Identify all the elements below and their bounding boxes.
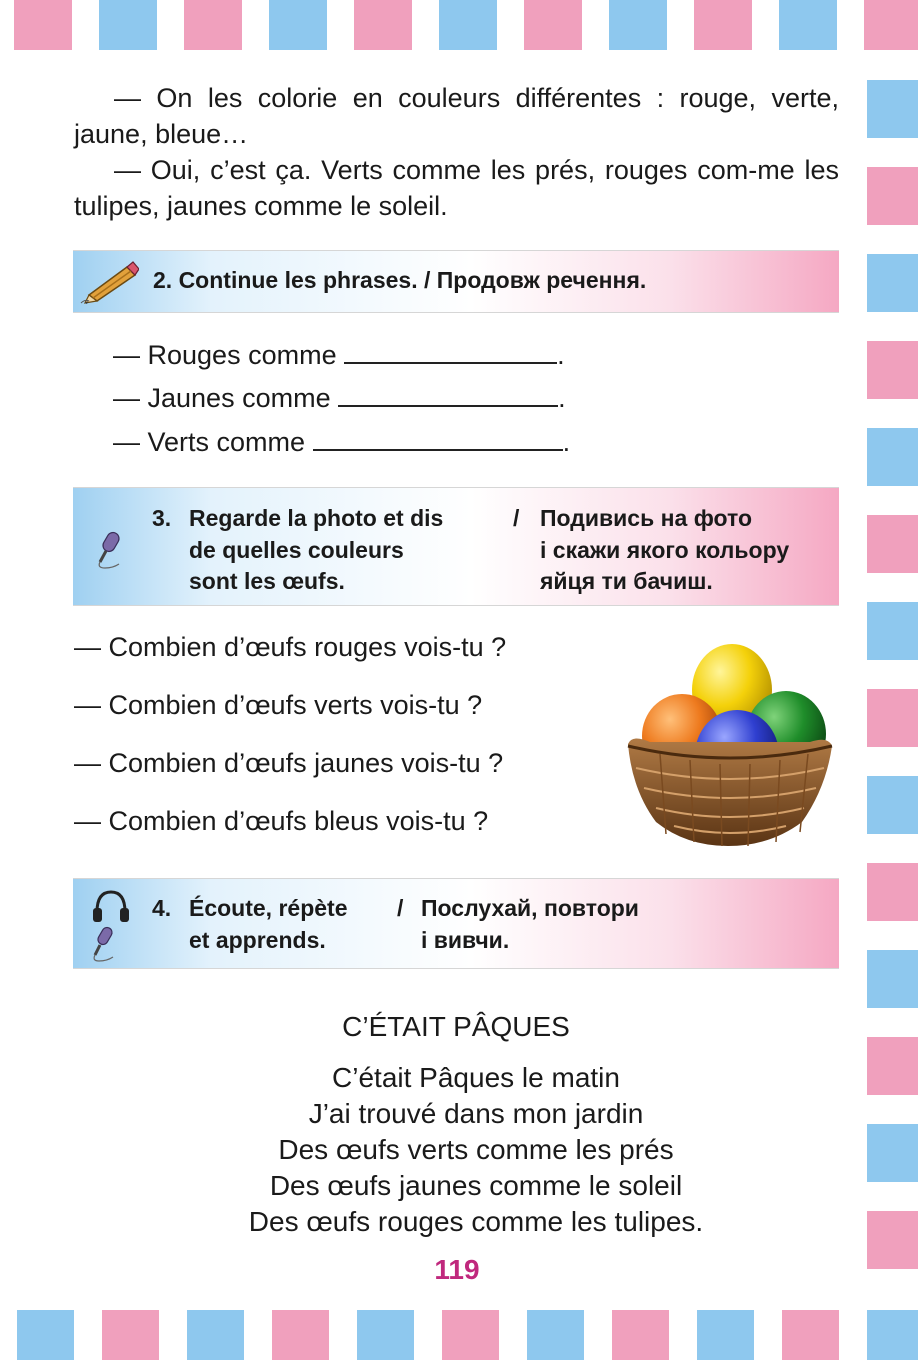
separator: / bbox=[397, 895, 404, 921]
dialogue-line-1: — On les colorie en couleurs différentes : rouge, verte, jaune, bleue… bbox=[74, 83, 839, 149]
question-red-eggs: — Combien d’œufs rouges vois-tu ? bbox=[74, 632, 507, 662]
exercise-3-uk-line: яйця ти бачиш. bbox=[540, 568, 713, 594]
poem-text bbox=[0, 1060, 918, 1240]
microphone-icon bbox=[89, 923, 123, 971]
exercise-3-fr-line: sont les œufs. bbox=[189, 568, 345, 594]
exercise-4-banner bbox=[73, 878, 839, 969]
exercise-4-uk-line: Послухай, повтори bbox=[421, 895, 639, 921]
answer-blank[interactable] bbox=[344, 338, 557, 364]
page-number: 119 bbox=[434, 1254, 480, 1285]
exercise-3-fr-line: Regarde la photo et dis bbox=[189, 505, 444, 531]
fill-in-line-jaunes bbox=[113, 381, 566, 414]
period: . bbox=[557, 340, 565, 370]
fill-in-text: — Rouges comme bbox=[113, 340, 337, 370]
fill-in-text: — Jaunes comme bbox=[113, 383, 331, 413]
question-blue-eggs: — Combien d’œufs bleus vois-tu ? bbox=[74, 806, 489, 836]
exercise-2-banner bbox=[73, 250, 839, 313]
poem-line: Des œufs jaunes comme le soleil bbox=[269, 1170, 683, 1201]
pencil-icon bbox=[79, 259, 139, 313]
exercise-4-fr-line: Écoute, répète bbox=[189, 895, 348, 921]
period: . bbox=[558, 383, 566, 413]
exercise-3-banner bbox=[73, 487, 839, 606]
fill-in-line-verts bbox=[113, 425, 570, 458]
egg-basket-photo bbox=[620, 638, 838, 850]
dialogue-text bbox=[74, 80, 839, 224]
exercise-4-fr-line: et apprends. bbox=[189, 927, 326, 953]
answer-blank[interactable] bbox=[338, 381, 558, 407]
period: . bbox=[562, 427, 571, 457]
poem-line: Des œufs rouges comme les tulipes. bbox=[248, 1206, 704, 1237]
poem-title: C’ÉTAIT PÂQUES bbox=[342, 1011, 570, 1042]
dialogue-line-2: — Oui, c’est ça. Verts comme les prés, rouges com-me les tulipes, jaunes comme le soleil. bbox=[74, 155, 839, 221]
answer-blank[interactable] bbox=[313, 425, 563, 451]
question-green-eggs: — Combien d’œufs verts vois-tu ? bbox=[74, 690, 483, 720]
poem-line: C’était Pâques le matin bbox=[332, 1062, 620, 1093]
poem-line: J’ai trouvé dans mon jardin bbox=[308, 1098, 644, 1129]
microphone-icon bbox=[93, 526, 133, 580]
exercise-2-label: 2. Continue les phrases. / Продовж речення. bbox=[153, 267, 647, 293]
exercise-3-uk-line: Подивись на фото bbox=[540, 505, 752, 531]
fill-in-line-rouges bbox=[113, 338, 565, 371]
separator: / bbox=[513, 505, 520, 531]
fill-in-text: — Verts comme bbox=[113, 427, 306, 457]
exercise-3-fr-line: de quelles couleurs bbox=[189, 537, 404, 563]
poem-line: Des œufs verts comme les prés bbox=[278, 1134, 674, 1165]
exercise-4-uk-line: і вивчи. bbox=[421, 927, 510, 953]
exercise-3-number: 3. bbox=[152, 505, 172, 531]
exercise-4-number: 4. bbox=[152, 895, 172, 921]
question-yellow-eggs: — Combien d’œufs jaunes vois-tu ? bbox=[74, 748, 504, 778]
exercise-3-uk-line: і скажи якого кольору bbox=[540, 537, 790, 563]
